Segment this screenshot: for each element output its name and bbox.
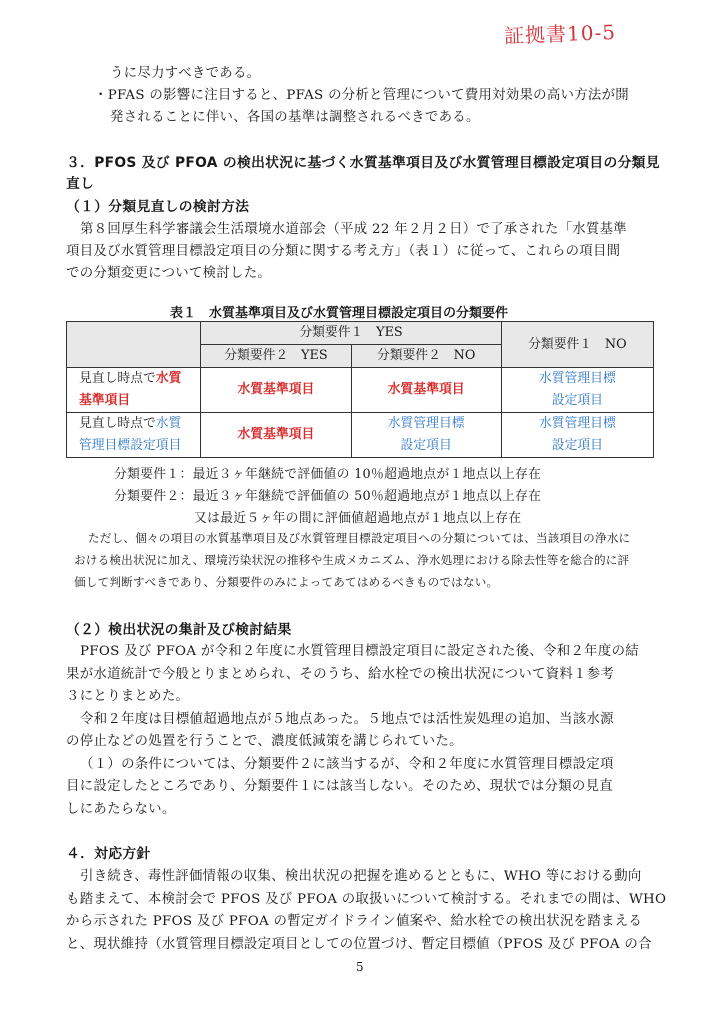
- classification-requirements-table: [66, 321, 654, 458]
- section-3-heading-line-2: 直し: [66, 176, 95, 192]
- section-3-heading-line-1: ３．PFOS 及び PFOA の検出状況に基づく水質基準項目及び水質管理目標設定項目の分類見: [66, 155, 660, 171]
- cell-standard-item: 水質基準項目: [201, 368, 351, 413]
- intro-line-3: 発されることに伴い、各国の基準は調整されるべきである。: [110, 110, 480, 125]
- subsection-2-line-6: （１）の条件については、分類要件２に該当するが、令和２年度に水質管理目標設定項: [80, 757, 614, 772]
- row-label-management-target-item: [67, 413, 201, 458]
- intro-line-1: うに尽力すべきである。: [110, 66, 261, 81]
- cell-text: 水質管理目標: [538, 371, 616, 386]
- subsection-2-heading: （２）検出状況の集計及び検討結果: [66, 622, 292, 638]
- cell-management-target-item: [351, 413, 501, 458]
- subsection-1-heading: （１）分類見直しの検討方法: [66, 199, 250, 215]
- row-label-standard-item: [67, 368, 201, 413]
- table-corner-cell: [67, 322, 201, 368]
- section-4-line-3: から示された PFOS 及び PFOA の暫定ガイドライン値案や、給水栓での検出状況を踏まえる: [66, 914, 643, 929]
- row-label-prefix: 見直し時点で: [79, 371, 156, 386]
- note-requirement-2-alt: 又は最近５ヶ年の間に評価値超過地点が１地点以上存在: [194, 511, 522, 526]
- subsection-2-line-2: 果が水道統計で今般とりまとめられ、そのうち、給水栓での検出状況について資料１参考: [66, 667, 615, 682]
- cell-text: 水質管理目標: [538, 416, 616, 431]
- section-4-line-1: 引き続き、毒性評価情報の収集、検出状況の把握を進めるとともに、WHO 等における動向: [80, 869, 642, 884]
- cell-text: 設定項目: [551, 438, 603, 453]
- cell-standard-item: 水質基準項目: [351, 368, 501, 413]
- row-label-highlight: 基準項目: [79, 393, 131, 408]
- subsection-2-line-3: ３にとりまとめた。: [66, 689, 190, 704]
- section-4-heading: ４．対応方針: [66, 846, 151, 862]
- cell-management-target-item: [501, 368, 653, 413]
- table-caption: 表１ 水質基準項目及び水質管理目標設定項目の分類要件: [170, 306, 509, 321]
- section-4-line-4: と、現状維持（水質管理目標設定項目としての位置づけ、暫定目標値（PFOS 及び PFOA の合: [66, 937, 652, 952]
- cell-standard-item: 水質基準項目: [201, 413, 351, 458]
- section-3-para-line-2: 項目及び水質管理目標設定項目の分類に関する考え方」（表１）に従って、これらの項目間: [66, 244, 621, 259]
- cell-text: 設定項目: [400, 438, 452, 453]
- subsection-2-line-7: 目に設定したところであり、分類要件１には該当しない。そのため、現状では分類の見直: [66, 779, 613, 794]
- header-req2-no: 分類要件２ NO: [351, 345, 501, 368]
- subsection-2-line-5: の停止などの処置を行うことで、濃度低減策を講じられていた。: [66, 734, 463, 749]
- header-req2-yes: 分類要件２ YES: [201, 345, 351, 368]
- header-req1-yes: 分類要件１ YES: [201, 322, 501, 345]
- note-requirement-2: 分類要件２：最近３ヶ年継続で評価値の 50％超過地点が１地点以上存在: [114, 489, 542, 504]
- cell-text: 設定項目: [551, 393, 603, 408]
- intro-line-2: ・PFAS の影響に注目すると、PFAS の分析と管理について費用対効果の高い方法が開: [94, 88, 629, 103]
- page-number: 5: [356, 960, 364, 974]
- section-4-line-2: も踏まえて、本検討会で PFOS 及び PFOA の取扱いについて検討する。それまでの間は、WHO: [66, 892, 667, 907]
- row-label-highlight: 水質: [155, 371, 182, 386]
- cell-management-target-item: [501, 413, 653, 458]
- header-req1-no: 分類要件１ NO: [501, 322, 653, 368]
- caveat-line-1: ただし、個々の項目の水質基準項目及び水質管理目標設定項目への分類については、当該項目の浄水に: [88, 531, 631, 545]
- caveat-line-2: おける検出状況に加え、環境汚染状況の推移や生成メカニズム、浄水処理における除去性等を総合的に評: [74, 553, 630, 567]
- cell-text: 水質管理目標: [387, 416, 465, 431]
- subsection-2-line-8: しにあたらない。: [66, 802, 176, 817]
- section-3-para-line-3: での分類変更について検討した。: [66, 266, 272, 281]
- caveat-line-3: 価して判断すべきであり、分類要件のみによってあてはめるべきものではない。: [74, 575, 499, 589]
- row-label-prefix: 見直し時点で: [79, 416, 156, 431]
- subsection-2-line-4: 令和２年度は目標値超過地点が５地点あった。５地点では活性炭処理の追加、当該水源: [80, 712, 614, 727]
- subsection-2-line-1: PFOS 及び PFOA が令和２年度に水質管理目標設定項目に設定された後、令和２年度の結: [80, 644, 639, 659]
- row-label-highlight: 管理目標設定項目: [79, 438, 182, 453]
- handwritten-exhibit-stamp: 証拠書10-5: [503, 20, 617, 48]
- row-label-highlight: 水質: [155, 416, 182, 431]
- section-3-para-line-1: 第８回厚生科学審議会生活環境水道部会（平成 22 年２月２日）で了承された「水質基準: [80, 222, 627, 237]
- note-requirement-1: 分類要件１：最近３ヶ年継続で評価値の 10％超過地点が１地点以上存在: [114, 467, 542, 482]
